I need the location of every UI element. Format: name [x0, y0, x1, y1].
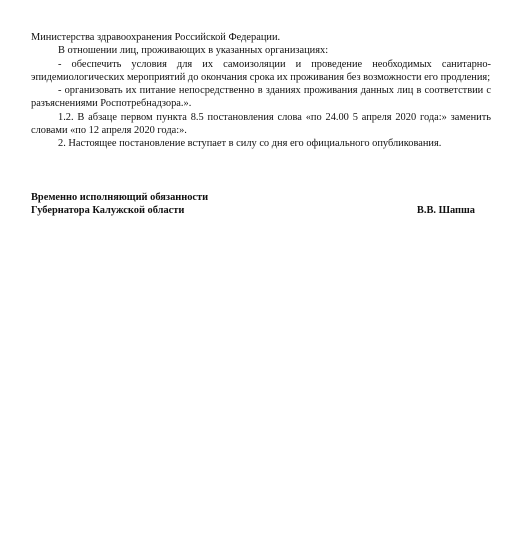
paragraph-amendment-1-2: 1.2. В абзаце первом пункта 8.5 постановления слова «по 24.00 5 апреля 2020 года:» заменить словами «по 12 апреля 2020 года:». [31, 111, 491, 137]
document-body [31, 31, 491, 151]
signature-row [31, 204, 491, 217]
paragraph-ministry: Министерства здравоохранения Российской Федерации. [31, 32, 281, 43]
paragraph-effective-date: 2. Настоящее постановление вступает в силу со дня его официального опубликования. [58, 138, 442, 150]
signatory-name: В.В. Шапша [416, 205, 475, 217]
signature-block [31, 191, 491, 218]
paragraph-meals: - организовать их питание непосредственно в зданиях проживания данных лиц в соответствии с разъяснениями Роспотребнадзора.». [31, 85, 491, 110]
signature-title-line1: Временно исполняющий обязанности [31, 192, 209, 203]
signature-title-line2: Губернатора Калужской области [31, 205, 185, 217]
paragraph-self-isolation: - обеспечить условия для их самоизоляции и проведение необходимых санитарно-эпидемиологических мероприятий до окончания срока их проживания без возможности его продления; [31, 58, 491, 83]
paragraph-residents-intro: В отношении лиц, проживающих в указанных организациях: [58, 45, 329, 57]
